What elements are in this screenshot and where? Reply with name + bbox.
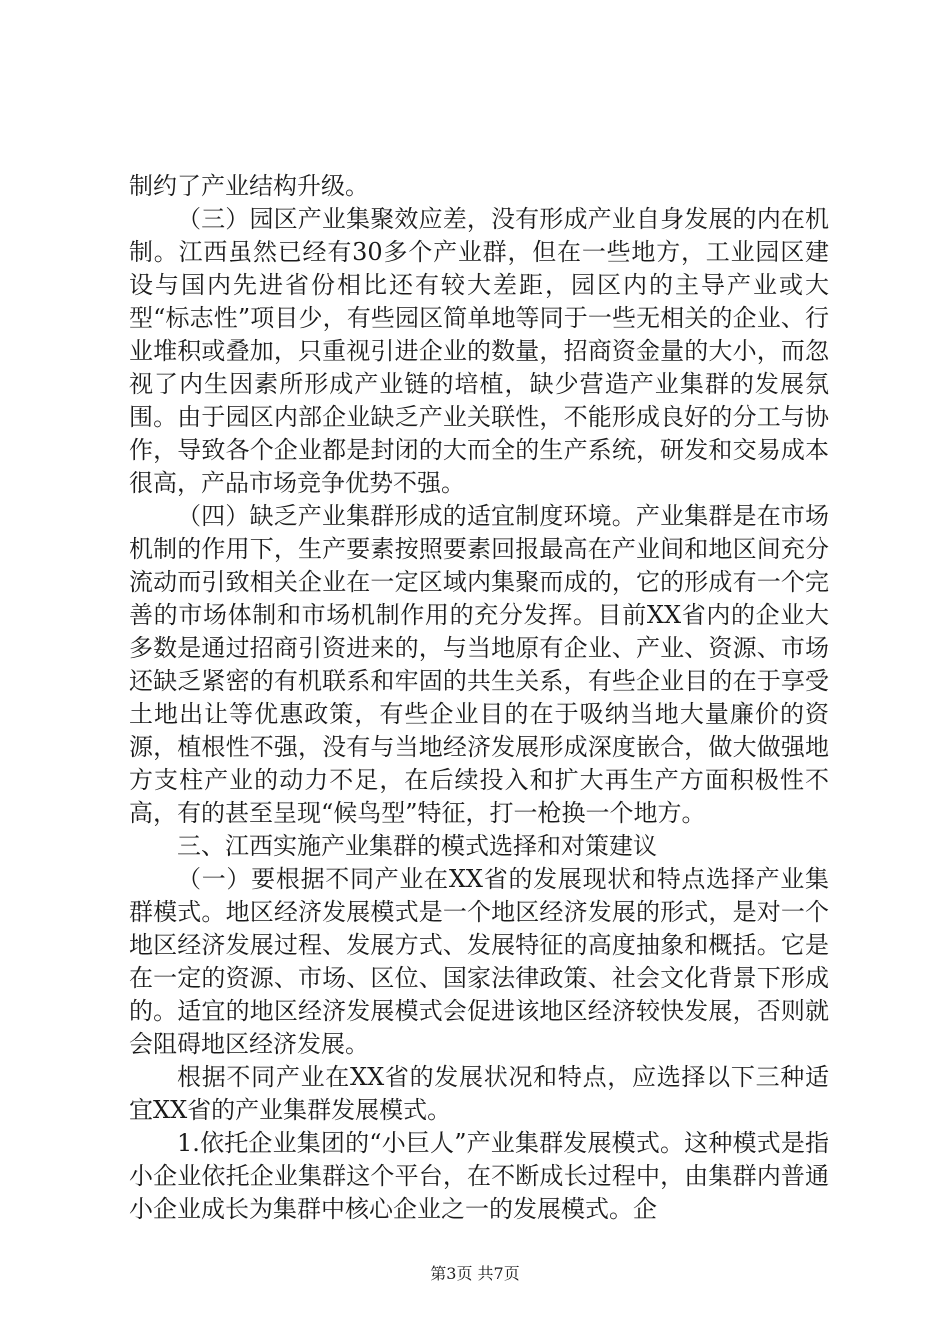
paragraph-1: 制约了产业结构升级。 — [129, 172, 369, 200]
page-footer: 第3页 共7页 — [430, 1264, 520, 1283]
paragraph-3: （四）缺乏产业集群形成的适宜制度环境。产业集群是在市场机制的作用下，生产要素按照要素回报最高在产业间和地区间充分流动而引致相关企业在一定区域内集聚而成的，它的形成有一个完善的市场体制和市场机制作用的充分发挥。目前XX省内的企业大多数是通过招商引资进来的，与当地原有企业、产业、资源、市场还缺乏紧密的有机联系和牢固的共生关系，有些企业目的在于享受土地出让等优惠政策，有些企业目的在于吸纳当地大量廉价的资源，植根性不强，没有与当地经济发展形成深度嵌合，做大做强地方支柱产业的动力不足，在后续投入和扩大再生产方面积极性不高，有的甚至呈现“候鸟型”特征，打一枪换一个地方。 — [129, 502, 829, 827]
paragraph-6: 根据不同产业在XX省的发展状况和特点，应选择以下三种适宜XX省的产业集群发展模式。 — [129, 1063, 829, 1124]
section-heading: 三、江西实施产业集群的模式选择和对策建议 — [177, 832, 657, 860]
paragraph-2: （三）园区产业集聚效应差，没有形成产业自身发展的内在机制。江西虽然已经有30多个产业群，但在一些地方，工业园区建设与国内先进省份相比还有较大差距，园区内的主导产业或大型“标志性”项目少，有些园区简单地等同于一些无相关的企业、行业堆积或叠加，只重视引进企业的数量，招商资金量的大小，而忽视了内生因素所形成产业链的培植，缺少营造产业集群的发展氛围。由于园区内部企业缺乏产业关联性，不能形成良好的分工与协作，导致各个企业都是封闭的大而全的生产系统，研发和交易成本很高，产品市场竞争优势不强。 — [129, 205, 829, 497]
paragraph-7: 1.依托企业集团的“小巨人”产业集群发展模式。这种模式是指小企业依托企业集群这个平台，在不断成长过程中，由集群内普通小企业成长为集群中核心企业之一的发展模式。企 — [129, 1129, 829, 1223]
paragraph-5: （一）要根据不同产业在XX省的发展现状和特点选择产业集群模式。地区经济发展模式是一个地区经济发展的形式，是对一个地区经济发展过程、发展方式、发展特征的高度抽象和概括。它是在一定的资源、市场、区位、国家法律政策、社会文化背景下形成的。适宜的地区经济发展模式会促进该地区经济较快发展，否则就会阻碍地区经济发展。 — [129, 865, 829, 1058]
document-body — [129, 170, 829, 1226]
